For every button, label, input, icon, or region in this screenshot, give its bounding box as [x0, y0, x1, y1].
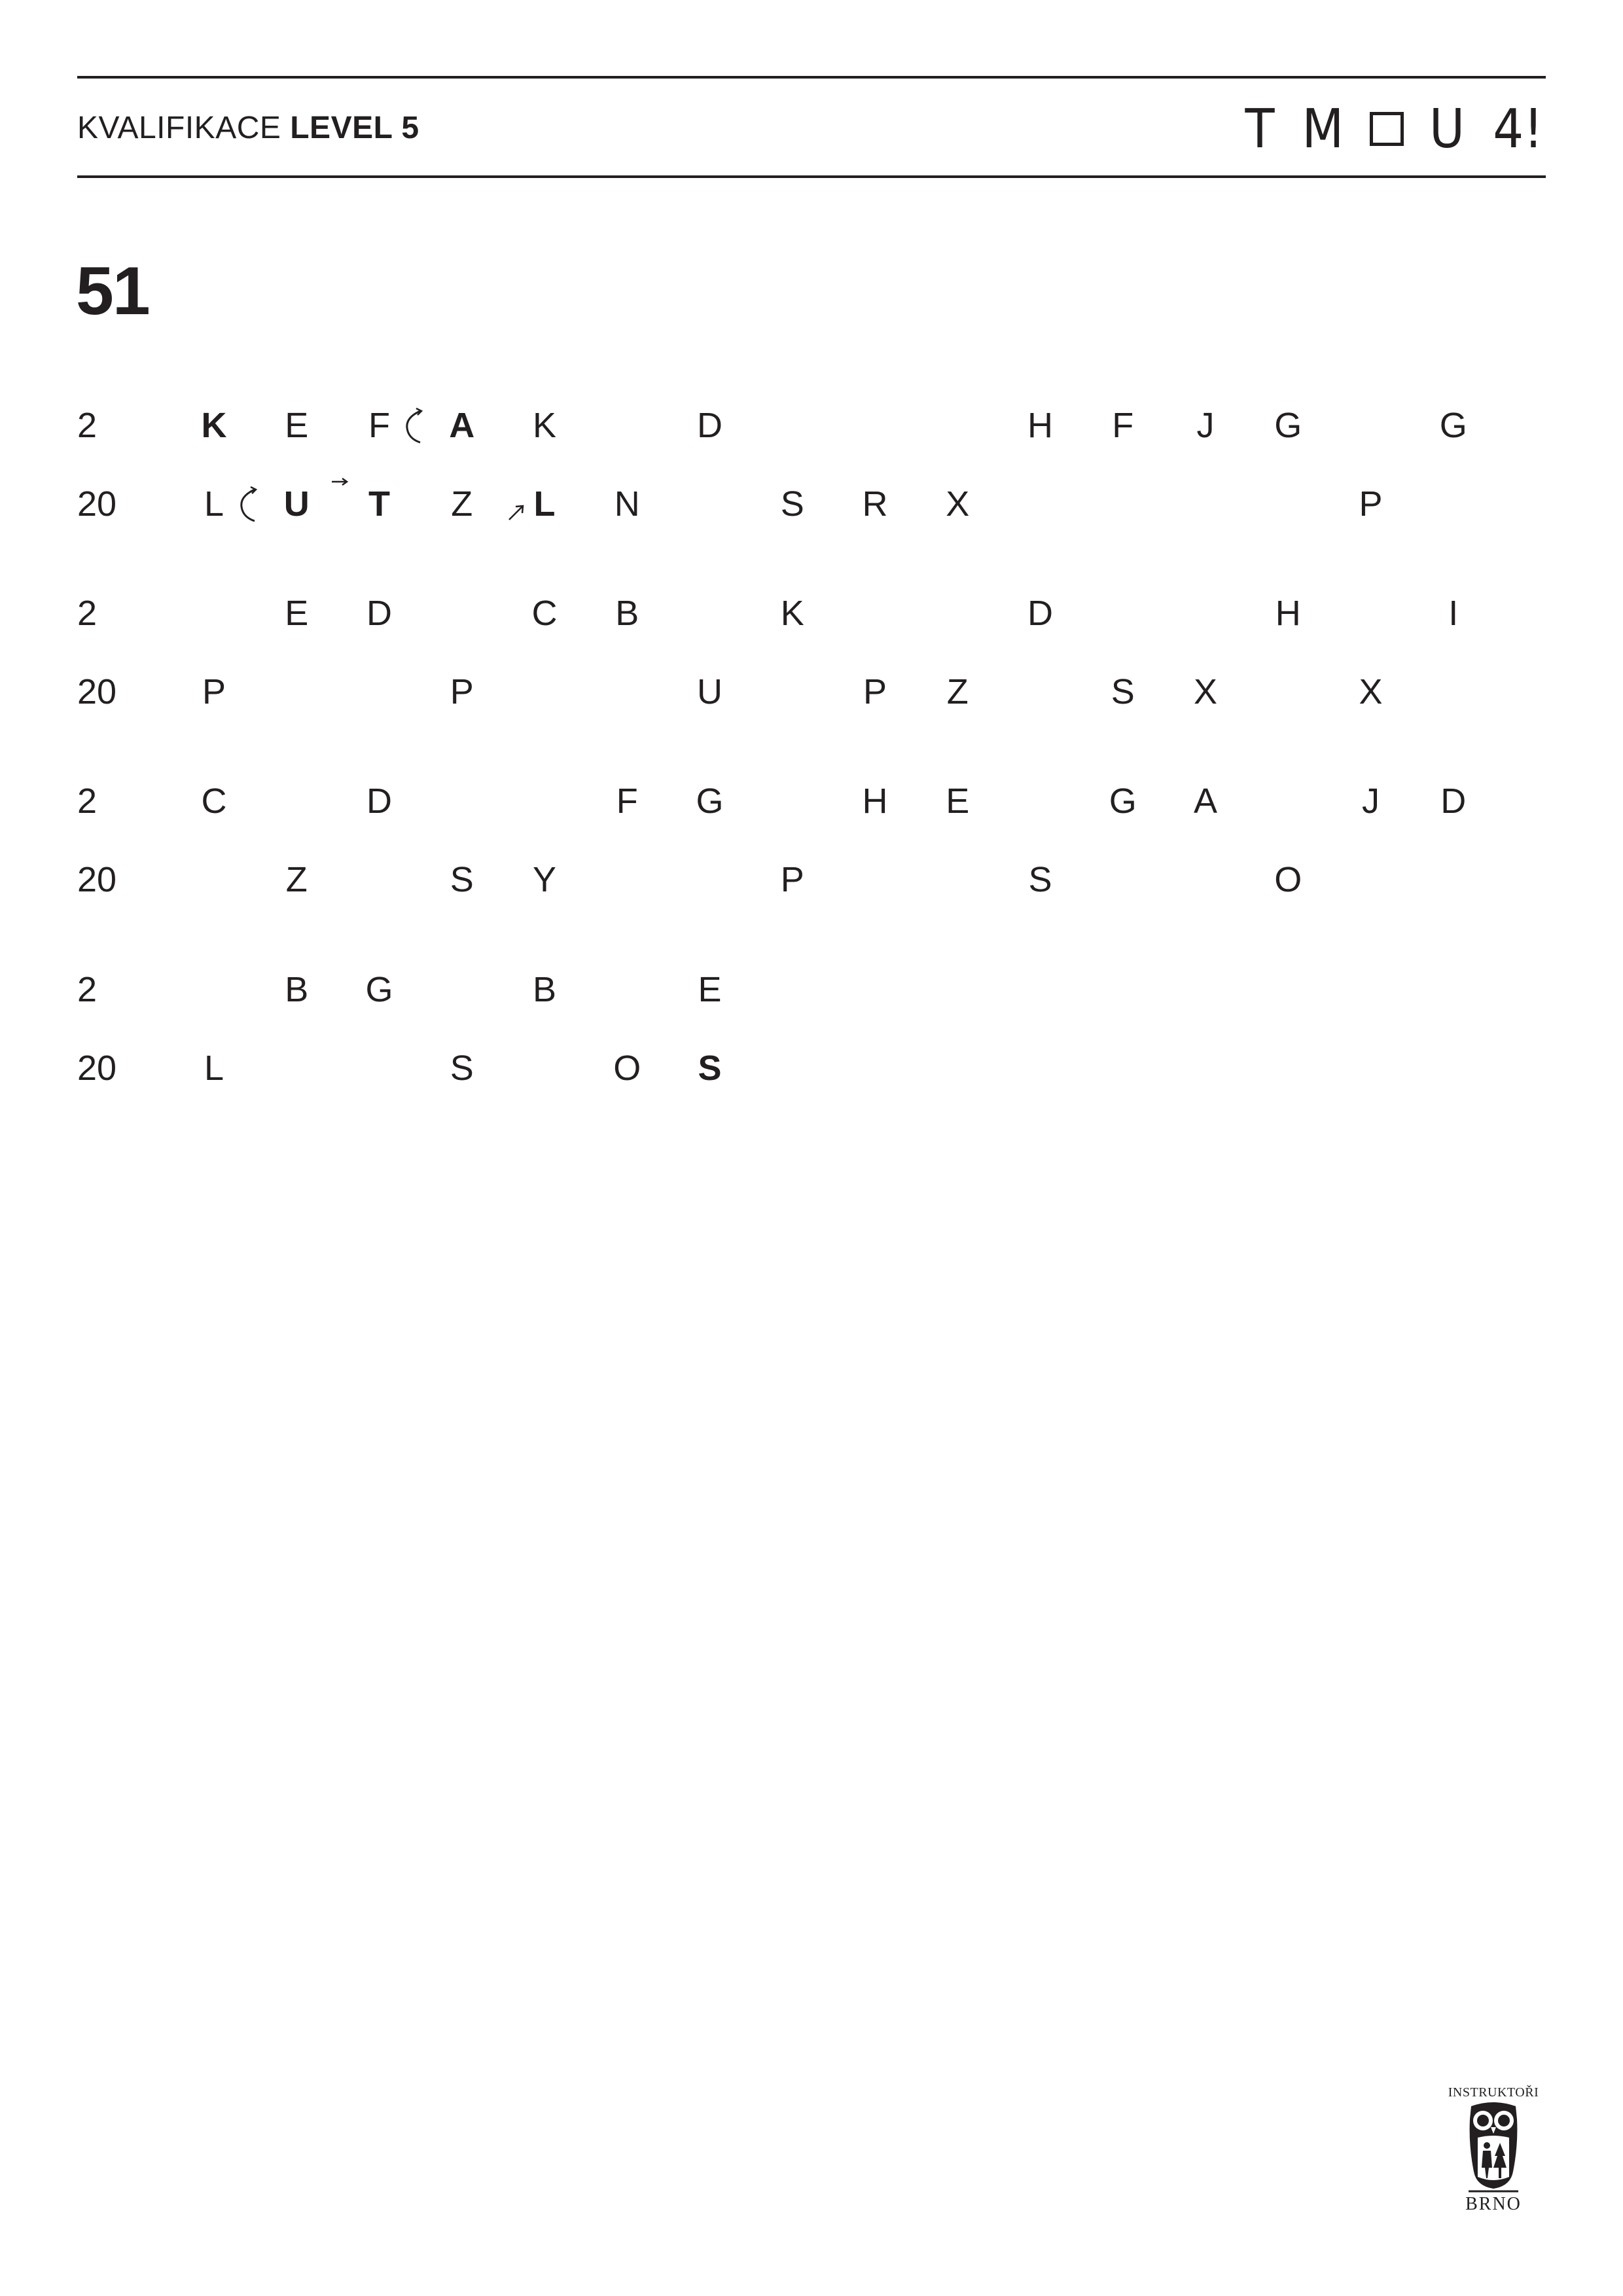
grid-letter: K — [532, 406, 557, 445]
grid-letter: D — [697, 406, 722, 445]
brand-letter: 4! — [1493, 98, 1543, 160]
grid-letter: E — [285, 406, 309, 445]
grid-letter: U — [697, 672, 722, 711]
grid-letter: H — [1027, 406, 1053, 445]
row-label: 20 — [77, 484, 117, 524]
header-level: LEVEL 5 — [290, 111, 419, 145]
grid-letter: S — [780, 484, 804, 524]
grid-letter: K — [780, 594, 804, 633]
arrow-right-mark — [327, 462, 353, 501]
row-label: 20 — [77, 672, 117, 711]
grid-letter-bold: S — [698, 1049, 722, 1088]
row-label: 20 — [77, 860, 117, 899]
grid-letter: D — [366, 781, 392, 821]
grid-letter: C — [201, 781, 227, 821]
puzzle-number: 51 — [76, 253, 149, 329]
grid-letter: X — [946, 484, 970, 524]
grid-letter: G — [1109, 781, 1137, 821]
grid-letter: Z — [285, 860, 308, 899]
grid-letter-bold: T — [368, 484, 390, 524]
grid-letter: J — [1362, 781, 1380, 821]
grid-letter: O — [613, 1049, 641, 1088]
grid-letter: E — [946, 781, 970, 821]
grid-letter: I — [1448, 594, 1459, 633]
brand-letter: T — [1245, 98, 1275, 160]
grid-letter: P — [202, 672, 226, 711]
grid-letter: D — [1027, 594, 1053, 633]
grid-letter: H — [1275, 594, 1301, 633]
logo-top-text: INSTRUKTOŘI — [1448, 2085, 1539, 2100]
grid-letter: S — [450, 1049, 474, 1088]
row-label: 2 — [77, 970, 98, 1009]
grid-letter: P — [1359, 484, 1383, 524]
grid-letter: H — [862, 781, 888, 821]
grid-letter: N — [614, 484, 640, 524]
grid-letter: G — [1439, 406, 1467, 445]
grid-letter: R — [862, 484, 888, 524]
grid-letter: X — [1193, 672, 1218, 711]
grid-letter: Z — [451, 484, 473, 524]
grid-letter: P — [780, 860, 804, 899]
grid-letter: G — [696, 781, 724, 821]
grid-letter: P — [450, 672, 474, 711]
instruktori-brno-logo — [1436, 2085, 1551, 2216]
grid-letter: F — [368, 406, 390, 445]
grid-letter-bold: K — [201, 406, 227, 445]
grid-letter: S — [1111, 672, 1135, 711]
grid-letter: E — [285, 594, 309, 633]
grid-letter: L — [204, 484, 224, 524]
grid-letter: Z — [946, 672, 969, 711]
brand-letter: U — [1429, 98, 1465, 160]
grid-letter: F — [616, 781, 638, 821]
grid-letter: C — [531, 594, 558, 633]
row-label: 20 — [77, 1049, 117, 1088]
brand-letter: M — [1302, 98, 1344, 160]
grid-letter: G — [1274, 406, 1302, 445]
grid-letter: S — [1028, 860, 1052, 899]
grid-letter: D — [1440, 781, 1467, 821]
row-label: 2 — [77, 781, 98, 821]
row-label: 2 — [77, 406, 98, 445]
grid-letter: X — [1359, 672, 1383, 711]
header-category: KVALIFIKACE — [77, 111, 281, 145]
grid-letter: E — [698, 970, 722, 1009]
grid-letter: F — [1112, 406, 1134, 445]
grid-letter-bold: U — [283, 484, 310, 524]
grid-letter: B — [615, 594, 639, 633]
curved-arrow-mark — [401, 406, 427, 445]
row-label: 2 — [77, 594, 98, 633]
owl-icon — [1467, 2100, 1520, 2194]
grid-letter: A — [1193, 781, 1218, 821]
grid-letter-bold: L — [533, 484, 556, 524]
arrow-up-right-mark — [504, 492, 530, 531]
grid-letter: S — [450, 860, 474, 899]
grid-letter: G — [365, 970, 393, 1009]
grid-letter: L — [204, 1049, 224, 1088]
grid-letter: D — [366, 594, 392, 633]
grid-letter: O — [1274, 860, 1302, 899]
grid-letter: J — [1196, 406, 1215, 445]
curved-arrow-mark — [235, 484, 261, 524]
logo-bottom-text: BRNO — [1465, 2194, 1522, 2214]
grid-letter: Y — [532, 860, 557, 899]
grid-letter: B — [532, 970, 557, 1009]
grid-letter: P — [863, 672, 887, 711]
grid-letter: B — [285, 970, 309, 1009]
grid-letter-bold: A — [449, 406, 475, 445]
